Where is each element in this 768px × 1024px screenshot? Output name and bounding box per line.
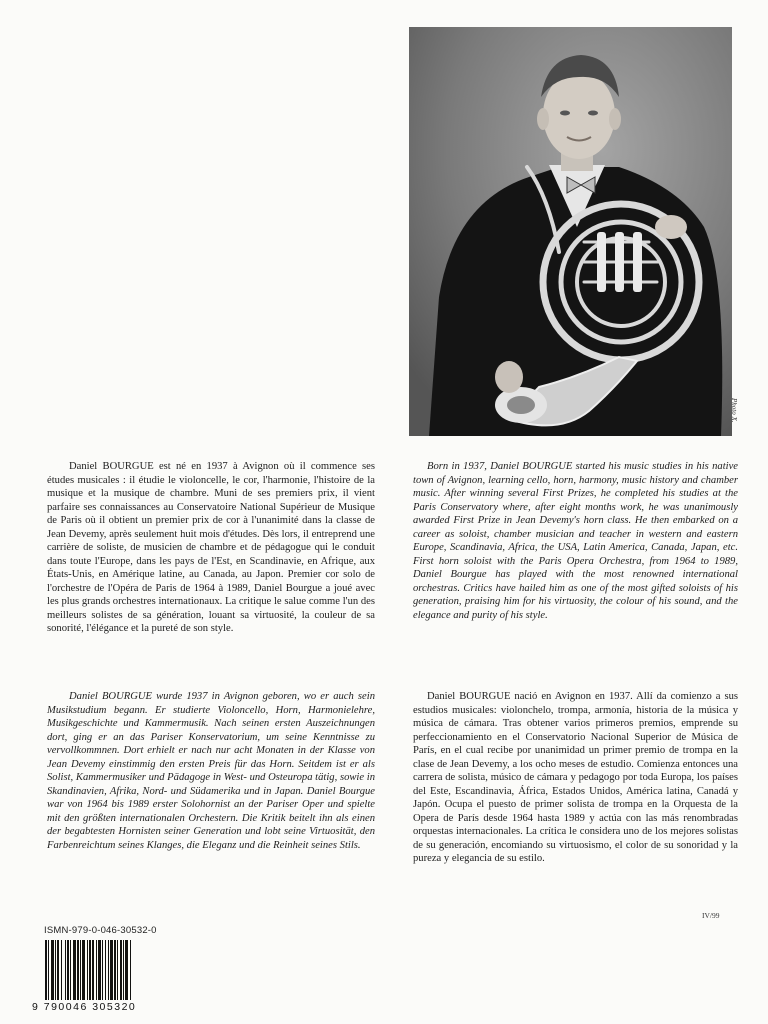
barcode-bar: [73, 940, 76, 1000]
barcode-bar: [80, 940, 81, 1000]
barcode-bar: [117, 940, 118, 1000]
barcode-bar: [105, 940, 106, 1000]
barcode-bar: [57, 940, 59, 1000]
barcode-digits: 9 790046 305320: [32, 1001, 137, 1013]
biography-english: Born in 1937, Daniel BOURGUE started his music studies in his native town of Avignon, learning cello, horn, harmony, music history and chamber music. After winning several First Prizes, he completed his studies at the Paris Conservatory where, after eight months work, he was unanimously awarded First Prize in Jean Devemy's horn class. He then embarked on a career as soloist, chamber musician and teacher in western and eastern Europe, Scandinavia, Africa, the USA, Latin America, Canada, Japan, etc. First horn soloist with the Paris Opera Orchestra, from 1964 to 1989, Daniel Bourgue has played with the most renowned international orchestras. Critics have hailed him as one of the most gifted soloists of his generation, praising him for his virtuosity, the colour of his sound, and the elegance and purity of his style.: [413, 461, 738, 621]
portrait-photo: [409, 27, 732, 436]
barcode-bar: [82, 940, 85, 1000]
barcode-bar: [114, 940, 116, 1000]
barcode-bar: [48, 940, 49, 1000]
barcode-bar: [67, 940, 69, 1000]
barcode-bar: [55, 940, 56, 1000]
barcode-bar: [87, 940, 88, 1000]
barcode-bar: [77, 940, 79, 1000]
barcode-bar: [70, 940, 71, 1000]
barcode-bar: [125, 940, 128, 1000]
barcode-bar: [108, 940, 109, 1000]
photo-credit: Photo X.: [730, 398, 738, 423]
barcode-graphic: [44, 940, 166, 1006]
barcode-bar: [92, 940, 94, 1000]
barcode-bar: [110, 940, 113, 1000]
biography-spanish: Daniel BOURGUE nació en Avignon en 1937. Allí da comienzo a sus estudios musicales: violonchelo, trompa, armonía, historia de la música y música de cámara. Tras obtener varios primeros premios, emprende su perfeccionamiento en el Conservatorio Nacional Superior de Música de París, en el cual recibe por unanimidad un primer premio de trompa en la clase de Jean Devemy, a los ocho meses de estudio. Comienza entonces una carrera de solista, músico de cámara y pedagogo por toda Europa, los países del Este, Escandinavia, África, Estados Unidos, América latina, Canadá y Japón. Ocupa el puesto de primer solista de trompa en la Orquesta de la Opera de París desde 1964 hasta 1989 y actúa con las más renombradas orquestas internacionales. La crítica le considera uno de los mejores solistas de su generación, encomiando su virtuosismo, el color de su sonoridad y la pureza y elegancia de su estilo.: [413, 691, 738, 864]
barcode-bar: [89, 940, 91, 1000]
barcode-bar: [98, 940, 101, 1000]
biography-german: Daniel BOURGUE wurde 1937 in Avignon geboren, wo er auch sein Musikstudium begann. Er studierte Violoncello, Horn, Harmonielehre, Musikgeschichte und Kammermusik. Nach seinen ersten Auszeichnungen dort, ging er an das Pariser Konservatorium, um seine Kenntnisse zu vervollkommnen. Dort erhielt er nach nur acht Monaten in der Klasse von Jean Devemy einstimmig den ersten Preis für das Horn. Seitdem ist er als Solist, Kammermusiker und Pädagoge in West- und Osteuropa tätig, sowie in Skandinavien, Afrika, Nord- und Südamerika und in Japan. Daniel Bourgue war von 1964 bis 1989 erster Solohornist an der Pariser Oper und spielte mit den größten internationalen Orchestern. Die Kritik beitelt ihn als einen der begabtesten Hornisten seiner Generation und lobt seine Virtuosität, den Farbenreichtum seines Klanges, die Eleganz und die Reinheit seines Stils.: [47, 691, 375, 851]
barcode-bar: [45, 940, 47, 1000]
barcode-bar: [120, 940, 122, 1000]
biography-french: Daniel BOURGUE est né en 1937 à Avignon où il commence ses études musicales : il étudie le violoncelle, le cor, l'harmonie, l'histoire de la musique et la musique de chambre. Muni de ses premiers prix, il vient parfaire ses connaissances au Conservatoire National Supérieur de Musique de Paris où il obtient un premier prix de cor à l'unanimité dans la classe de Jean Devemy, après seulement huit mois d'études. Dès lors, il entreprend une carrière de soliste, de musicien de chambre et de pédagogue qui le conduit dans toute l'Europe, dans les pays de l'Est, en Scandinavie, en Afrique, aux États-Unis, en Amérique latine, au Canada, au Japon. Premier cor solo de l'orchestre de l'Opéra de Paris de 1964 à 1989, Daniel Bourgue a joué avec les plus grands orchestres internationaux. La critique le salue comme l'un des meilleurs solistes de sa génération, louant sa virtuosité, la couleur de sa sonorité, l'élégance et la pureté de son style.: [47, 461, 375, 634]
barcode-bar: [96, 940, 97, 1000]
ismn-number: ISMN-979-0-046-30532-0: [44, 925, 157, 936]
barcode-bar: [130, 940, 131, 1000]
barcode-bar: [65, 940, 66, 1000]
barcode-bar: [61, 940, 62, 1000]
barcode-bar: [51, 940, 54, 1000]
edition-code: IV/99: [702, 911, 720, 920]
barcode-bar: [123, 940, 124, 1000]
horn-player-illustration: [409, 27, 732, 436]
barcode-bar: [102, 940, 103, 1000]
